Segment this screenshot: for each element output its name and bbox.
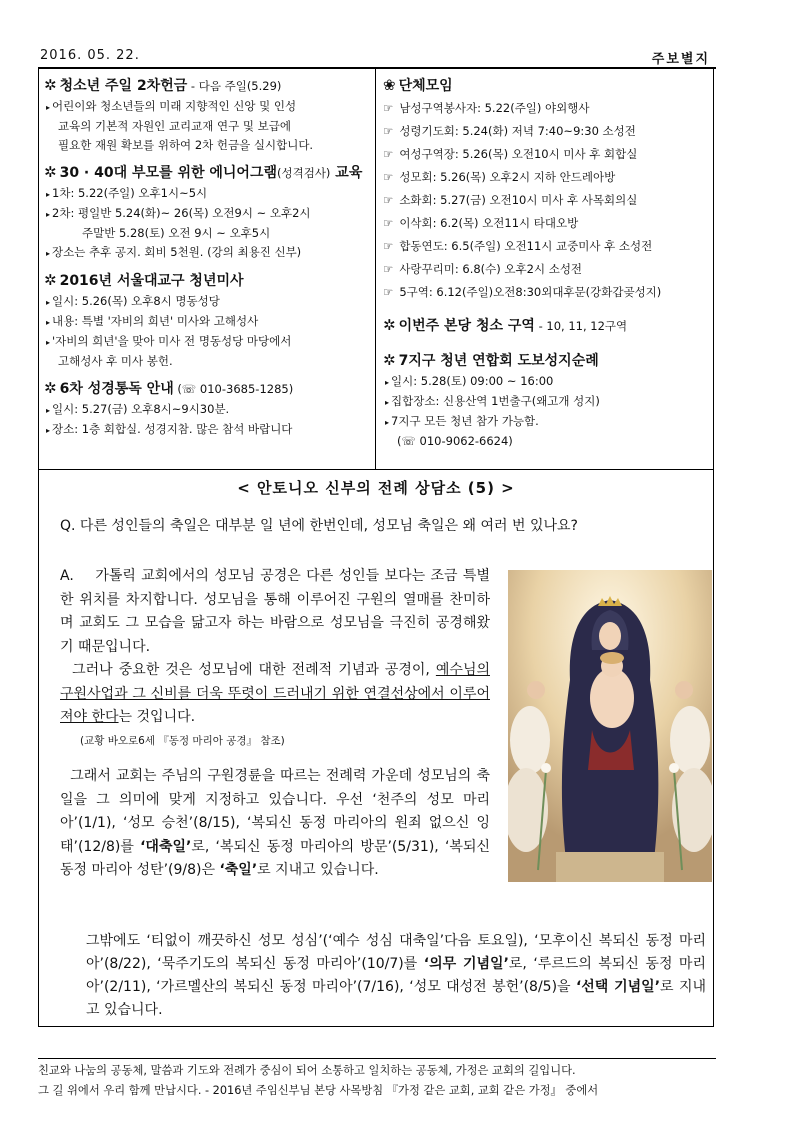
article-question: Q. 다른 성인들의 축일은 대부분 일 년에 한번인데, 성모님 축일은 왜 여러 번 있나요? [60,518,578,534]
notice-line: 교육의 기본적 자원인 교리교재 연구 및 보급에 [58,119,292,133]
section-divider [38,469,714,470]
footer-rule [38,1058,716,1059]
feasts-text-3: 로 지내고 있습니다. [257,862,379,878]
feast-term: ‘축일’ [219,862,258,878]
notice-line: ▸ 2차: 평일반 5.24(화)~ 26(목) 오전9시 ~ 오후2시 [44,204,370,224]
optional-memorial-term: ‘선택 기념일’ [575,979,661,995]
notice-title: 2016년 서울대교구 청년미사 [59,273,244,289]
article-title: < 안토니오 신부의 전례 상담소 (5) > [237,479,515,497]
answer-text-3: 는 것입니다. [118,709,196,725]
notice-phone: (☏ 010-3685-1285) [173,382,294,396]
notice-title-end: 교육 [330,165,363,181]
star-icon: ✲ [383,351,396,369]
notice-bible-reading [44,377,370,440]
answer-text: 가톨릭 교회에서의 성모님 공경은 다른 성인들 보다는 조금 특별한 위치를 차지합니다. 성모님을 통해 이루어진 구원의 열매를 찬미하며 교회도 그 모습을 닮고자 하는 바람으로 성모님을 극진히 공경해왔기 때문입니다. [60,568,490,655]
feasts-paragraph [60,765,490,883]
group-item: ☞ 남성구역봉사자: 5.22(주일) 야외행사 [383,99,709,118]
notice-title: 청소년 주일 2차헌금 [59,78,188,94]
feasts-text: 그래서 교회는 주님의 구원경륜을 따르는 전례력 가운데 성모님의 축일을 그 의미에 맞게 지정하고 있습니다. 우선 ‘천주의 성모 마리아’(1/1), ‘성모 승천’(8/15), ‘복되신 동정 마리아의 원죄 없으신 잉태’(12/8)를 [60,768,490,855]
star-icon: ✲ [383,316,396,334]
cleaning-notice [383,314,709,337]
group-title: 단체모임 [398,78,453,94]
notice-line: ▸ 일시: 5.27(금) 오후8시~9시30분. [44,400,370,420]
answer-label: A. [60,568,74,584]
answer-paragraph [60,565,490,730]
memorials-text-3: 로 지내고 있습니다. [86,979,706,1018]
answer-underlined: 예수님의 구원사업과 그 신비를 더욱 뚜렷이 드러내기 위한 연결선상에서 이루어져야 한다 [60,662,490,725]
group-meetings [383,74,709,302]
star-icon: ✲ [44,76,57,94]
cleaning-title: 이번주 본당 청소 구역 [398,318,535,334]
column-divider [375,69,376,469]
footer-motto-line-1: 친교와 나눔의 공동체, 말씀과 기도와 전례가 중심이 되어 소통하고 일치하는 공동체, 가정은 교회의 길입니다. [38,1064,576,1077]
cleaning-value: - 10, 11, 12구역 [534,319,628,333]
feasts-text-2: 로, ‘복되신 동정 마리아의 방문’(5/31), ‘복되신 동정 마리아 성탄’(9/8)은 [60,838,490,878]
madonna-painting-image [508,570,712,882]
footer-motto-line-2: 그 길 위에서 우리 함께 만납시다. - 2016년 주임신부님 본당 사목방침 『가정 같은 교회, 교회 같은 가정』 중에서 [38,1084,599,1097]
notice-youth-collection [44,74,370,155]
right-column [383,74,709,457]
page-header [40,48,716,66]
notice-line: ▸ 집합장소: 신용산역 1번출구(왜고개 성지) [383,392,709,412]
group-item: ☞ 5구역: 6.12(주일)오전8:30외대후문(강화갑곶성지) [383,283,709,302]
notice-line: 주말반 5.28(토) 오전 9시 ~ 오후5시 [82,226,271,240]
obligatory-memorial-term: ‘의무 기념일’ [423,956,509,972]
publication-title: 주보별지 [651,52,710,67]
flower-icon: ❀ [383,76,396,94]
notice-line: (☏ 010-9062-6624) [397,434,513,448]
notice-line: ▸ 어린이와 청소년들의 미래 지향적인 신앙 및 인성 [44,97,370,117]
notice-line: ▸ 내용: 특별 '자비의 희년' 미사와 고해성사 [44,312,370,332]
answer-text-2: 그러나 중요한 것은 성모님에 대한 전례적 기념과 공경이, [72,662,436,678]
notice-enneagram [44,161,370,263]
notice-line: 고해성사 후 미사 봉헌. [58,354,173,368]
group-item: ☞ 합동연도: 6.5(주일) 오전11시 교중미사 후 소성전 [383,237,709,256]
notice-line: 필요한 재원 확보를 위하여 2차 헌금을 실시합니다. [58,138,314,152]
group-item: ☞ 여성구역장: 5.26(목) 오전10시 미사 후 회합실 [383,145,709,164]
star-icon: ✲ [44,271,57,289]
notice-line: ▸ 장소는 추후 공지. 회비 5천원. (강의 최용진 신부) [44,243,370,263]
notice-line: ▸ 7지구 모든 청년 참가 가능함. [383,412,709,432]
notice-title-small: (성격검사) [277,166,331,180]
group-item: ☞ 이삭회: 6.2(목) 오전11시 타대오방 [383,214,709,233]
notice-line: ▸ 장소: 1층 회합실. 성경지참. 많은 참석 바랍니다 [44,420,370,440]
bulletin-date: 2016. 05. 22. [40,48,140,63]
memorials-text: 그밖에도 ‘티없이 깨끗하신 성모 성심’(‘예수 성심 대축일’다음 토요일), ‘모후이신 복되신 동정 마리아’(8/22), ‘묵주기도의 복되신 동정 마리아’(10/7)를 [86,933,706,972]
pilgrim-title: 7지구 청년 연합회 도보성지순례 [398,353,599,369]
star-icon: ✲ [44,379,57,397]
notice-line: ▸ 일시: 5.26(목) 오후8시 명동성당 [44,292,370,312]
notice-line: ▸ 일시: 5.28(토) 09:00 ~ 16:00 [383,372,709,392]
memorials-paragraph [86,930,706,1022]
pilgrimage-notice [383,349,709,451]
memorials-text-2: 로, ‘루르드의 복되신 동정 마리아’(2/11), ‘가르멜산의 복되신 동정 마리아’(7/16), ‘성모 대성전 봉헌’(8/5)을 [86,956,706,995]
left-column [44,74,370,446]
notice-date: - 다음 주일(5.29) [187,79,282,93]
notice-youth-mass [44,269,370,371]
reference-caption: (교황 바오로6세 『동정 마리아 공경』 참조) [80,735,285,747]
solemnity-term: ‘대축일’ [140,838,192,855]
group-item: ☞ 소화회: 5.27(금) 오전10시 미사 후 사목회의실 [383,191,709,210]
group-item: ☞ 성모회: 5.26(목) 오후2시 지하 안드레아방 [383,168,709,187]
notice-line: ▸ '자비의 희년'을 맞아 미사 전 명동성당 마당에서 [44,332,370,352]
notice-title: 6차 성경통독 안내 [59,381,174,397]
star-icon: ✲ [44,163,57,181]
notice-line: ▸ 1차: 5.22(주일) 오후1시~5시 [44,184,370,204]
group-item: ☞ 성령기도회: 5.24(화) 저녁 7:40~9:30 소성전 [383,122,709,141]
group-item: ☞ 사랑꾸리미: 6.8(수) 오후2시 소성전 [383,260,709,279]
notice-title: 30 · 40대 부모를 위한 에니어그램 [59,165,277,181]
